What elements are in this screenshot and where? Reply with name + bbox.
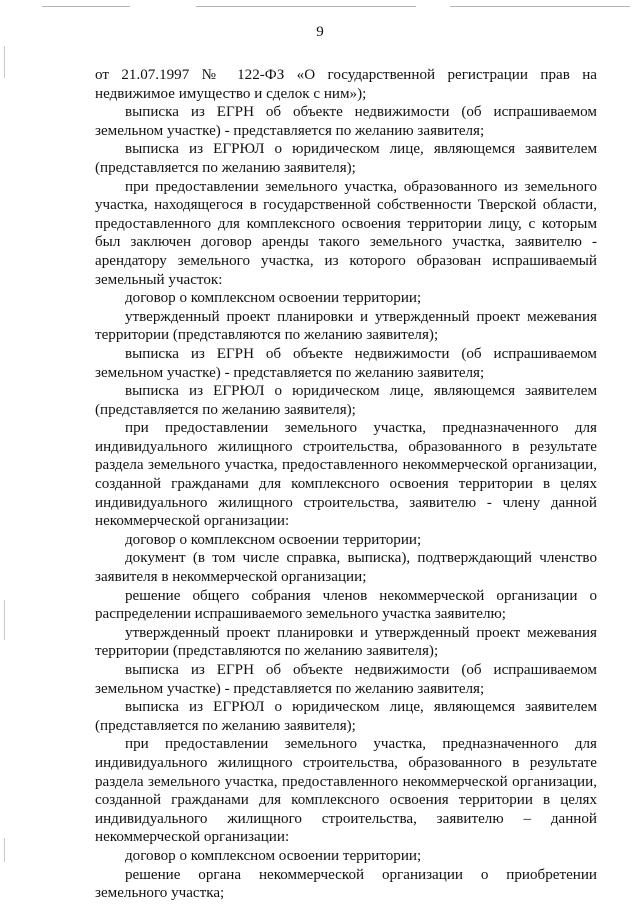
scan-margin-mark <box>4 838 5 862</box>
paragraph-egrn-extract: выписка из ЕГРН об объекте недвижимости (об испрашиваемом земельном участке) - представляется по желанию заявителя; <box>95 662 597 697</box>
paragraph-egrul-extract: выписка из ЕГРЮЛ о юридическом лице, являющемся заявителем (представляется по желанию заявителя); <box>95 141 597 176</box>
scan-edge-line-right <box>450 6 630 7</box>
paragraph-egrul-extract: выписка из ЕГРЮЛ о юридическом лице, являющемся заявителем (представляется по желанию заявителя); <box>95 699 597 734</box>
paragraph-organization-decision: решение органа некоммерческой организации о приобретении земельного участка; <box>95 866 597 902</box>
paragraph-registration-law: от 21.07.1997 № 122-ФЗ «О государственной регистрации прав на недвижимое имущество и сделок с ним»); <box>95 67 597 102</box>
paragraph-case-tenant: при предоставлении земельного участка, образованного из земельного участка, находящегося в государственной собственности Тверской области, предоставленного для комплексного освоения территории лицу, с которым был заключен договор аренды такого земельного участка, заявителю - арендатору земельного участка, из которого образован испрашиваемый земельный участок: <box>95 178 597 288</box>
paragraph-egrul-extract: выписка из ЕГРЮЛ о юридическом лице, являющемся заявителем (представляется по желанию заявителя); <box>95 383 597 418</box>
scan-edge-line-center <box>196 6 416 7</box>
paragraph-case-organization: при предоставлении земельного участка, предназначенного для индивидуального жилищного строительства, образованного в результате раздела земельного участка, предоставленного некоммерческой организации, созданной гражданами для комплексного освоения территории в целях индивидуального жилищного строительства, заявителю – данной некоммерческой организации: <box>95 736 597 846</box>
document-body <box>95 66 597 903</box>
paragraph-development-agreement: договор о комплексном освоении территории; <box>125 531 422 548</box>
paragraph-development-agreement: договор о комплексном освоении территории; <box>125 290 422 307</box>
paragraph-egrn-extract: выписка из ЕГРН об объекте недвижимости (об испрашиваемом земельном участке) - представляется по желанию заявителя; <box>95 345 597 381</box>
paragraph-development-agreement: договор о комплексном освоении территории; <box>125 847 422 864</box>
paragraph-planning-project: утвержденный проект планировки и утвержденный проект межевания территории (представляются по желанию заявителя); <box>95 308 597 344</box>
paragraph-planning-project: утвержденный проект планировки и утвержденный проект межевания территории (представляются по желанию заявителя); <box>95 624 597 660</box>
paragraph-case-member: при предоставлении земельного участка, предназначенного для индивидуального жилищного строительства, образованного в результате раздела земельного участка, предоставленного некоммерческой организации, созданной гражданами для комплексного освоения территории в целях индивидуального жилищного строительства, заявителю - члену данной некоммерческой организации: <box>95 420 597 530</box>
paragraph-general-meeting-decision: решение общего собрания членов некоммерческой организации о распределении испрашиваемого земельного участка заявителю; <box>95 587 597 623</box>
paragraph-membership-document: документ (в том числе справка, выписка), подтверждающий членство заявителя в некоммерческой организации; <box>95 550 597 586</box>
scan-margin-mark <box>4 600 5 640</box>
page-number: 9 <box>316 24 324 40</box>
scan-edge-line-left <box>42 6 130 7</box>
paragraph-egrn-extract: выписка из ЕГРН об объекте недвижимости (об испрашиваемом земельном участке) - представляется по желанию заявителя; <box>95 104 597 139</box>
scan-margin-mark <box>4 46 5 78</box>
